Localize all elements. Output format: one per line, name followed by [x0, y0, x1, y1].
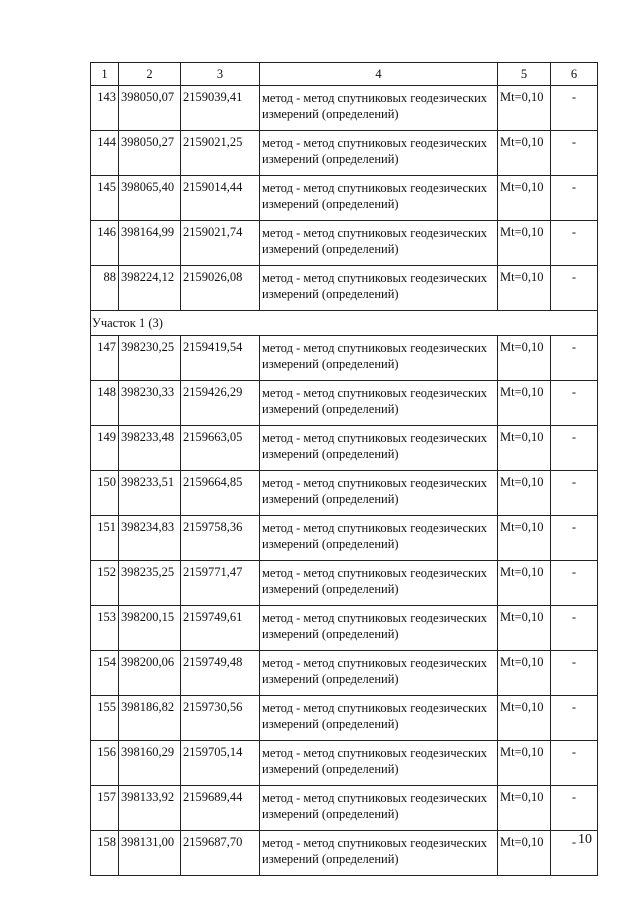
table-row	[91, 471, 598, 516]
table-row	[91, 131, 598, 176]
table-row	[91, 786, 598, 831]
table-row	[91, 741, 598, 786]
method-cell: метод - метод спутниковых геодезических измерений (определений)	[260, 831, 498, 876]
header-cell-6: 6	[551, 63, 598, 86]
column-6-cell: -	[551, 86, 598, 131]
x-coordinate-cell: 398234,83	[119, 516, 181, 561]
x-coordinate-cell: 398164,99	[119, 221, 181, 266]
column-6-cell: -	[551, 266, 598, 311]
y-coordinate-cell: 2159749,61	[181, 606, 260, 651]
x-coordinate-cell: 398233,51	[119, 471, 181, 516]
x-coordinate-cell: 398230,33	[119, 381, 181, 426]
x-coordinate-cell: 398224,12	[119, 266, 181, 311]
accuracy-cell: Mt=0,10	[498, 651, 551, 696]
column-6-cell: -	[551, 786, 598, 831]
method-cell: метод - метод спутниковых геодезических измерений (определений)	[260, 426, 498, 471]
x-coordinate-cell: 398160,29	[119, 741, 181, 786]
method-cell: метод - метод спутниковых геодезических измерений (определений)	[260, 176, 498, 221]
point-number-cell: 149	[91, 426, 119, 471]
column-6-cell: -	[551, 561, 598, 606]
column-6-cell: -	[551, 336, 598, 381]
y-coordinate-cell: 2159689,44	[181, 786, 260, 831]
point-number-cell: 147	[91, 336, 119, 381]
point-number-cell: 146	[91, 221, 119, 266]
header-row	[91, 63, 598, 86]
table-row	[91, 381, 598, 426]
point-number-cell: 88	[91, 266, 119, 311]
accuracy-cell: Mt=0,10	[498, 516, 551, 561]
section-label: Участок 1 (3)	[91, 311, 598, 336]
point-number-cell: 148	[91, 381, 119, 426]
table-row	[91, 336, 598, 381]
accuracy-cell: Mt=0,10	[498, 561, 551, 606]
y-coordinate-cell: 2159758,36	[181, 516, 260, 561]
header-cell-4: 4	[260, 63, 498, 86]
x-coordinate-cell: 398200,15	[119, 606, 181, 651]
y-coordinate-cell: 2159749,48	[181, 651, 260, 696]
header-cell-3: 3	[181, 63, 260, 86]
column-6-cell: -	[551, 696, 598, 741]
point-number-cell: 153	[91, 606, 119, 651]
section-row	[91, 311, 598, 336]
y-coordinate-cell: 2159419,54	[181, 336, 260, 381]
table-row	[91, 516, 598, 561]
table-row	[91, 696, 598, 741]
accuracy-cell: Mt=0,10	[498, 831, 551, 876]
y-coordinate-cell: 2159021,25	[181, 131, 260, 176]
accuracy-cell: Mt=0,10	[498, 266, 551, 311]
y-coordinate-cell: 2159705,14	[181, 741, 260, 786]
method-cell: метод - метод спутниковых геодезических измерений (определений)	[260, 606, 498, 651]
method-cell: метод - метод спутниковых геодезических измерений (определений)	[260, 336, 498, 381]
x-coordinate-cell: 398200,06	[119, 651, 181, 696]
point-number-cell: 155	[91, 696, 119, 741]
y-coordinate-cell: 2159663,05	[181, 426, 260, 471]
method-cell: метод - метод спутниковых геодезических измерений (определений)	[260, 696, 498, 741]
accuracy-cell: Mt=0,10	[498, 336, 551, 381]
accuracy-cell: Mt=0,10	[498, 176, 551, 221]
accuracy-cell: Mt=0,10	[498, 606, 551, 651]
page-number: 10	[578, 832, 592, 847]
coordinates-table	[90, 62, 598, 876]
column-6-cell: -	[551, 176, 598, 221]
x-coordinate-cell: 398235,25	[119, 561, 181, 606]
method-cell: метод - метод спутниковых геодезических измерений (определений)	[260, 86, 498, 131]
table-row	[91, 831, 598, 876]
y-coordinate-cell: 2159730,56	[181, 696, 260, 741]
point-number-cell: 152	[91, 561, 119, 606]
y-coordinate-cell: 2159771,47	[181, 561, 260, 606]
x-coordinate-cell: 398233,48	[119, 426, 181, 471]
header-cell-5: 5	[498, 63, 551, 86]
y-coordinate-cell: 2159664,85	[181, 471, 260, 516]
point-number-cell: 154	[91, 651, 119, 696]
point-number-cell: 145	[91, 176, 119, 221]
table-row	[91, 86, 598, 131]
column-6-cell: -	[551, 606, 598, 651]
point-number-cell: 144	[91, 131, 119, 176]
table-row	[91, 266, 598, 311]
x-coordinate-cell: 398050,27	[119, 131, 181, 176]
column-6-cell: -	[551, 831, 598, 876]
table-row	[91, 651, 598, 696]
header-cell-1: 1	[91, 63, 119, 86]
y-coordinate-cell: 2159687,70	[181, 831, 260, 876]
accuracy-cell: Mt=0,10	[498, 86, 551, 131]
method-cell: метод - метод спутниковых геодезических измерений (определений)	[260, 221, 498, 266]
accuracy-cell: Mt=0,10	[498, 786, 551, 831]
point-number-cell: 158	[91, 831, 119, 876]
y-coordinate-cell: 2159026,08	[181, 266, 260, 311]
y-coordinate-cell: 2159021,74	[181, 221, 260, 266]
column-6-cell: -	[551, 221, 598, 266]
accuracy-cell: Mt=0,10	[498, 381, 551, 426]
x-coordinate-cell: 398065,40	[119, 176, 181, 221]
column-6-cell: -	[551, 741, 598, 786]
accuracy-cell: Mt=0,10	[498, 696, 551, 741]
method-cell: метод - метод спутниковых геодезических измерений (определений)	[260, 381, 498, 426]
table-body	[91, 63, 598, 876]
x-coordinate-cell: 398230,25	[119, 336, 181, 381]
method-cell: метод - метод спутниковых геодезических измерений (определений)	[260, 561, 498, 606]
y-coordinate-cell: 2159426,29	[181, 381, 260, 426]
column-6-cell: -	[551, 471, 598, 516]
table-row	[91, 561, 598, 606]
accuracy-cell: Mt=0,10	[498, 221, 551, 266]
y-coordinate-cell: 2159014,44	[181, 176, 260, 221]
point-number-cell: 150	[91, 471, 119, 516]
method-cell: метод - метод спутниковых геодезических измерений (определений)	[260, 516, 498, 561]
table-row	[91, 176, 598, 221]
accuracy-cell: Mt=0,10	[498, 131, 551, 176]
method-cell: метод - метод спутниковых геодезических измерений (определений)	[260, 131, 498, 176]
x-coordinate-cell: 398050,07	[119, 86, 181, 131]
header-cell-2: 2	[119, 63, 181, 86]
y-coordinate-cell: 2159039,41	[181, 86, 260, 131]
method-cell: метод - метод спутниковых геодезических измерений (определений)	[260, 266, 498, 311]
column-6-cell: -	[551, 426, 598, 471]
table-row	[91, 606, 598, 651]
column-6-cell: -	[551, 381, 598, 426]
point-number-cell: 151	[91, 516, 119, 561]
table-row	[91, 426, 598, 471]
column-6-cell: -	[551, 516, 598, 561]
x-coordinate-cell: 398131,00	[119, 831, 181, 876]
accuracy-cell: Mt=0,10	[498, 741, 551, 786]
x-coordinate-cell: 398186,82	[119, 696, 181, 741]
method-cell: метод - метод спутниковых геодезических измерений (определений)	[260, 471, 498, 516]
table-row	[91, 221, 598, 266]
column-6-cell: -	[551, 651, 598, 696]
point-number-cell: 157	[91, 786, 119, 831]
x-coordinate-cell: 398133,92	[119, 786, 181, 831]
method-cell: метод - метод спутниковых геодезических измерений (определений)	[260, 741, 498, 786]
point-number-cell: 143	[91, 86, 119, 131]
accuracy-cell: Mt=0,10	[498, 471, 551, 516]
method-cell: метод - метод спутниковых геодезических измерений (определений)	[260, 786, 498, 831]
point-number-cell: 156	[91, 741, 119, 786]
accuracy-cell: Mt=0,10	[498, 426, 551, 471]
column-6-cell: -	[551, 131, 598, 176]
method-cell: метод - метод спутниковых геодезических измерений (определений)	[260, 651, 498, 696]
